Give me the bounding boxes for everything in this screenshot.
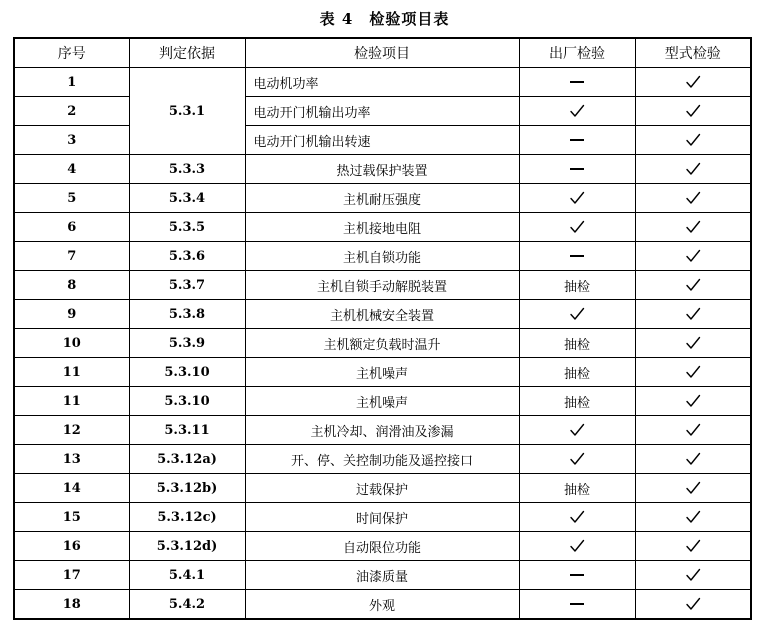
row-seq: 14 [14, 474, 129, 503]
row-basis: 5.3.7 [129, 271, 245, 300]
row-item: 开、停、关控制功能及遥控接口 [245, 445, 519, 474]
row-type-test [635, 213, 751, 242]
row-item: 主机噪声 [245, 358, 519, 387]
row-factory-test [519, 532, 635, 561]
row-seq: 6 [14, 213, 129, 242]
row-factory-test [519, 561, 635, 590]
row-type-test [635, 126, 751, 155]
table-row [14, 97, 751, 126]
header-seq: 序号 [14, 38, 129, 68]
row-item: 主机冷却、润滑油及渗漏 [245, 416, 519, 445]
row-basis: 5.3.6 [129, 242, 245, 271]
header-type-test: 型式检验 [635, 38, 751, 68]
row-type-test [635, 532, 751, 561]
row-type-test [635, 416, 751, 445]
table-row [14, 590, 751, 620]
row-type-test [635, 445, 751, 474]
table-body [14, 68, 751, 620]
check-icon [685, 509, 701, 525]
row-seq: 1 [14, 68, 129, 97]
row-basis: 5.4.2 [129, 590, 245, 620]
table-row [14, 503, 751, 532]
row-type-test [635, 300, 751, 329]
check-icon [685, 393, 701, 409]
check-icon [569, 219, 585, 235]
row-seq: 13 [14, 445, 129, 474]
row-item: 热过载保护装置 [245, 155, 519, 184]
row-item: 过载保护 [245, 474, 519, 503]
table-row [14, 155, 751, 184]
row-type-test [635, 474, 751, 503]
table-row [14, 242, 751, 271]
row-basis: 5.3.3 [129, 155, 245, 184]
dash-icon [570, 139, 584, 141]
row-item: 油漆质量 [245, 561, 519, 590]
check-icon [685, 248, 701, 264]
check-icon [685, 161, 701, 177]
check-icon [685, 74, 701, 90]
row-basis: 5.3.10 [129, 358, 245, 387]
dash-icon [570, 603, 584, 605]
row-basis: 5.3.12b) [129, 474, 245, 503]
row-type-test [635, 590, 751, 620]
check-icon [685, 335, 701, 351]
check-icon [685, 422, 701, 438]
row-type-test [635, 184, 751, 213]
row-basis: 5.3.11 [129, 416, 245, 445]
row-basis: 5.3.1 [129, 68, 245, 155]
row-type-test [635, 503, 751, 532]
table-row [14, 416, 751, 445]
row-seq: 7 [14, 242, 129, 271]
table-row [14, 445, 751, 474]
check-icon [569, 306, 585, 322]
dash-icon [570, 574, 584, 576]
row-seq: 9 [14, 300, 129, 329]
row-type-test [635, 271, 751, 300]
row-factory-test [519, 213, 635, 242]
check-icon [685, 219, 701, 235]
table-row [14, 213, 751, 242]
row-factory-test: 抽检 [519, 474, 635, 503]
row-basis: 5.3.10 [129, 387, 245, 416]
row-item: 主机额定负载时温升 [245, 329, 519, 358]
table-row [14, 561, 751, 590]
row-factory-test [519, 242, 635, 271]
row-seq: 2 [14, 97, 129, 126]
row-type-test [635, 329, 751, 358]
row-factory-test: 抽检 [519, 387, 635, 416]
check-icon [569, 509, 585, 525]
check-icon [569, 190, 585, 206]
row-factory-test [519, 503, 635, 532]
check-icon [569, 422, 585, 438]
row-seq: 8 [14, 271, 129, 300]
row-item: 主机自锁功能 [245, 242, 519, 271]
row-basis: 5.4.1 [129, 561, 245, 590]
row-type-test [635, 155, 751, 184]
table-row [14, 68, 751, 97]
row-basis: 5.3.12a) [129, 445, 245, 474]
table-row [14, 300, 751, 329]
row-seq: 11 [14, 358, 129, 387]
row-seq: 4 [14, 155, 129, 184]
row-item: 主机耐压强度 [245, 184, 519, 213]
dash-icon [570, 255, 584, 257]
row-type-test [635, 97, 751, 126]
row-type-test [635, 387, 751, 416]
check-icon [685, 538, 701, 554]
dash-icon [570, 168, 584, 170]
check-icon [569, 538, 585, 554]
dash-icon [570, 81, 584, 83]
row-basis: 5.3.4 [129, 184, 245, 213]
row-basis: 5.3.5 [129, 213, 245, 242]
check-icon [685, 277, 701, 293]
row-seq: 11 [14, 387, 129, 416]
row-seq: 15 [14, 503, 129, 532]
row-item: 主机噪声 [245, 387, 519, 416]
row-seq: 12 [14, 416, 129, 445]
check-icon [685, 567, 701, 583]
row-factory-test [519, 155, 635, 184]
row-factory-test [519, 184, 635, 213]
check-icon [685, 190, 701, 206]
row-item: 主机自锁手动解脱装置 [245, 271, 519, 300]
row-item: 电动机功率 [245, 68, 519, 97]
row-factory-test [519, 68, 635, 97]
row-basis: 5.3.8 [129, 300, 245, 329]
row-item: 主机机械安全装置 [245, 300, 519, 329]
row-basis: 5.3.12c) [129, 503, 245, 532]
row-basis: 5.3.9 [129, 329, 245, 358]
table-row [14, 358, 751, 387]
check-icon [685, 596, 701, 612]
check-icon [685, 451, 701, 467]
row-type-test [635, 68, 751, 97]
row-item: 主机接地电阻 [245, 213, 519, 242]
table-row [14, 184, 751, 213]
table-row [14, 126, 751, 155]
row-factory-test [519, 300, 635, 329]
header-item: 检验项目 [245, 38, 519, 68]
row-factory-test [519, 590, 635, 620]
row-factory-test [519, 416, 635, 445]
inspection-table [13, 37, 752, 620]
header-row [14, 38, 751, 68]
table-row [14, 387, 751, 416]
table-row [14, 271, 751, 300]
check-icon [569, 103, 585, 119]
row-seq: 17 [14, 561, 129, 590]
row-item: 自动限位功能 [245, 532, 519, 561]
row-seq: 5 [14, 184, 129, 213]
row-basis: 5.3.12d) [129, 532, 245, 561]
header-factory: 出厂检验 [519, 38, 635, 68]
row-item: 电动开门机输出转速 [245, 126, 519, 155]
check-icon [685, 480, 701, 496]
row-seq: 10 [14, 329, 129, 358]
row-type-test [635, 242, 751, 271]
check-icon [685, 364, 701, 380]
row-factory-test [519, 126, 635, 155]
row-factory-test [519, 97, 635, 126]
row-factory-test: 抽检 [519, 358, 635, 387]
table-row [14, 474, 751, 503]
check-icon [569, 451, 585, 467]
row-item: 时间保护 [245, 503, 519, 532]
header-basis: 判定依据 [129, 38, 245, 68]
row-item: 外观 [245, 590, 519, 620]
row-type-test [635, 561, 751, 590]
table-row [14, 532, 751, 561]
row-seq: 16 [14, 532, 129, 561]
table-title: 表 4 检验项目表 [319, 10, 450, 28]
row-seq: 18 [14, 590, 129, 620]
row-factory-test [519, 445, 635, 474]
check-icon [685, 306, 701, 322]
row-item: 电动开门机输出功率 [245, 97, 519, 126]
check-icon [685, 132, 701, 148]
check-icon [685, 103, 701, 119]
row-factory-test: 抽检 [519, 271, 635, 300]
row-seq: 3 [14, 126, 129, 155]
row-factory-test: 抽检 [519, 329, 635, 358]
row-type-test [635, 358, 751, 387]
table-row [14, 329, 751, 358]
